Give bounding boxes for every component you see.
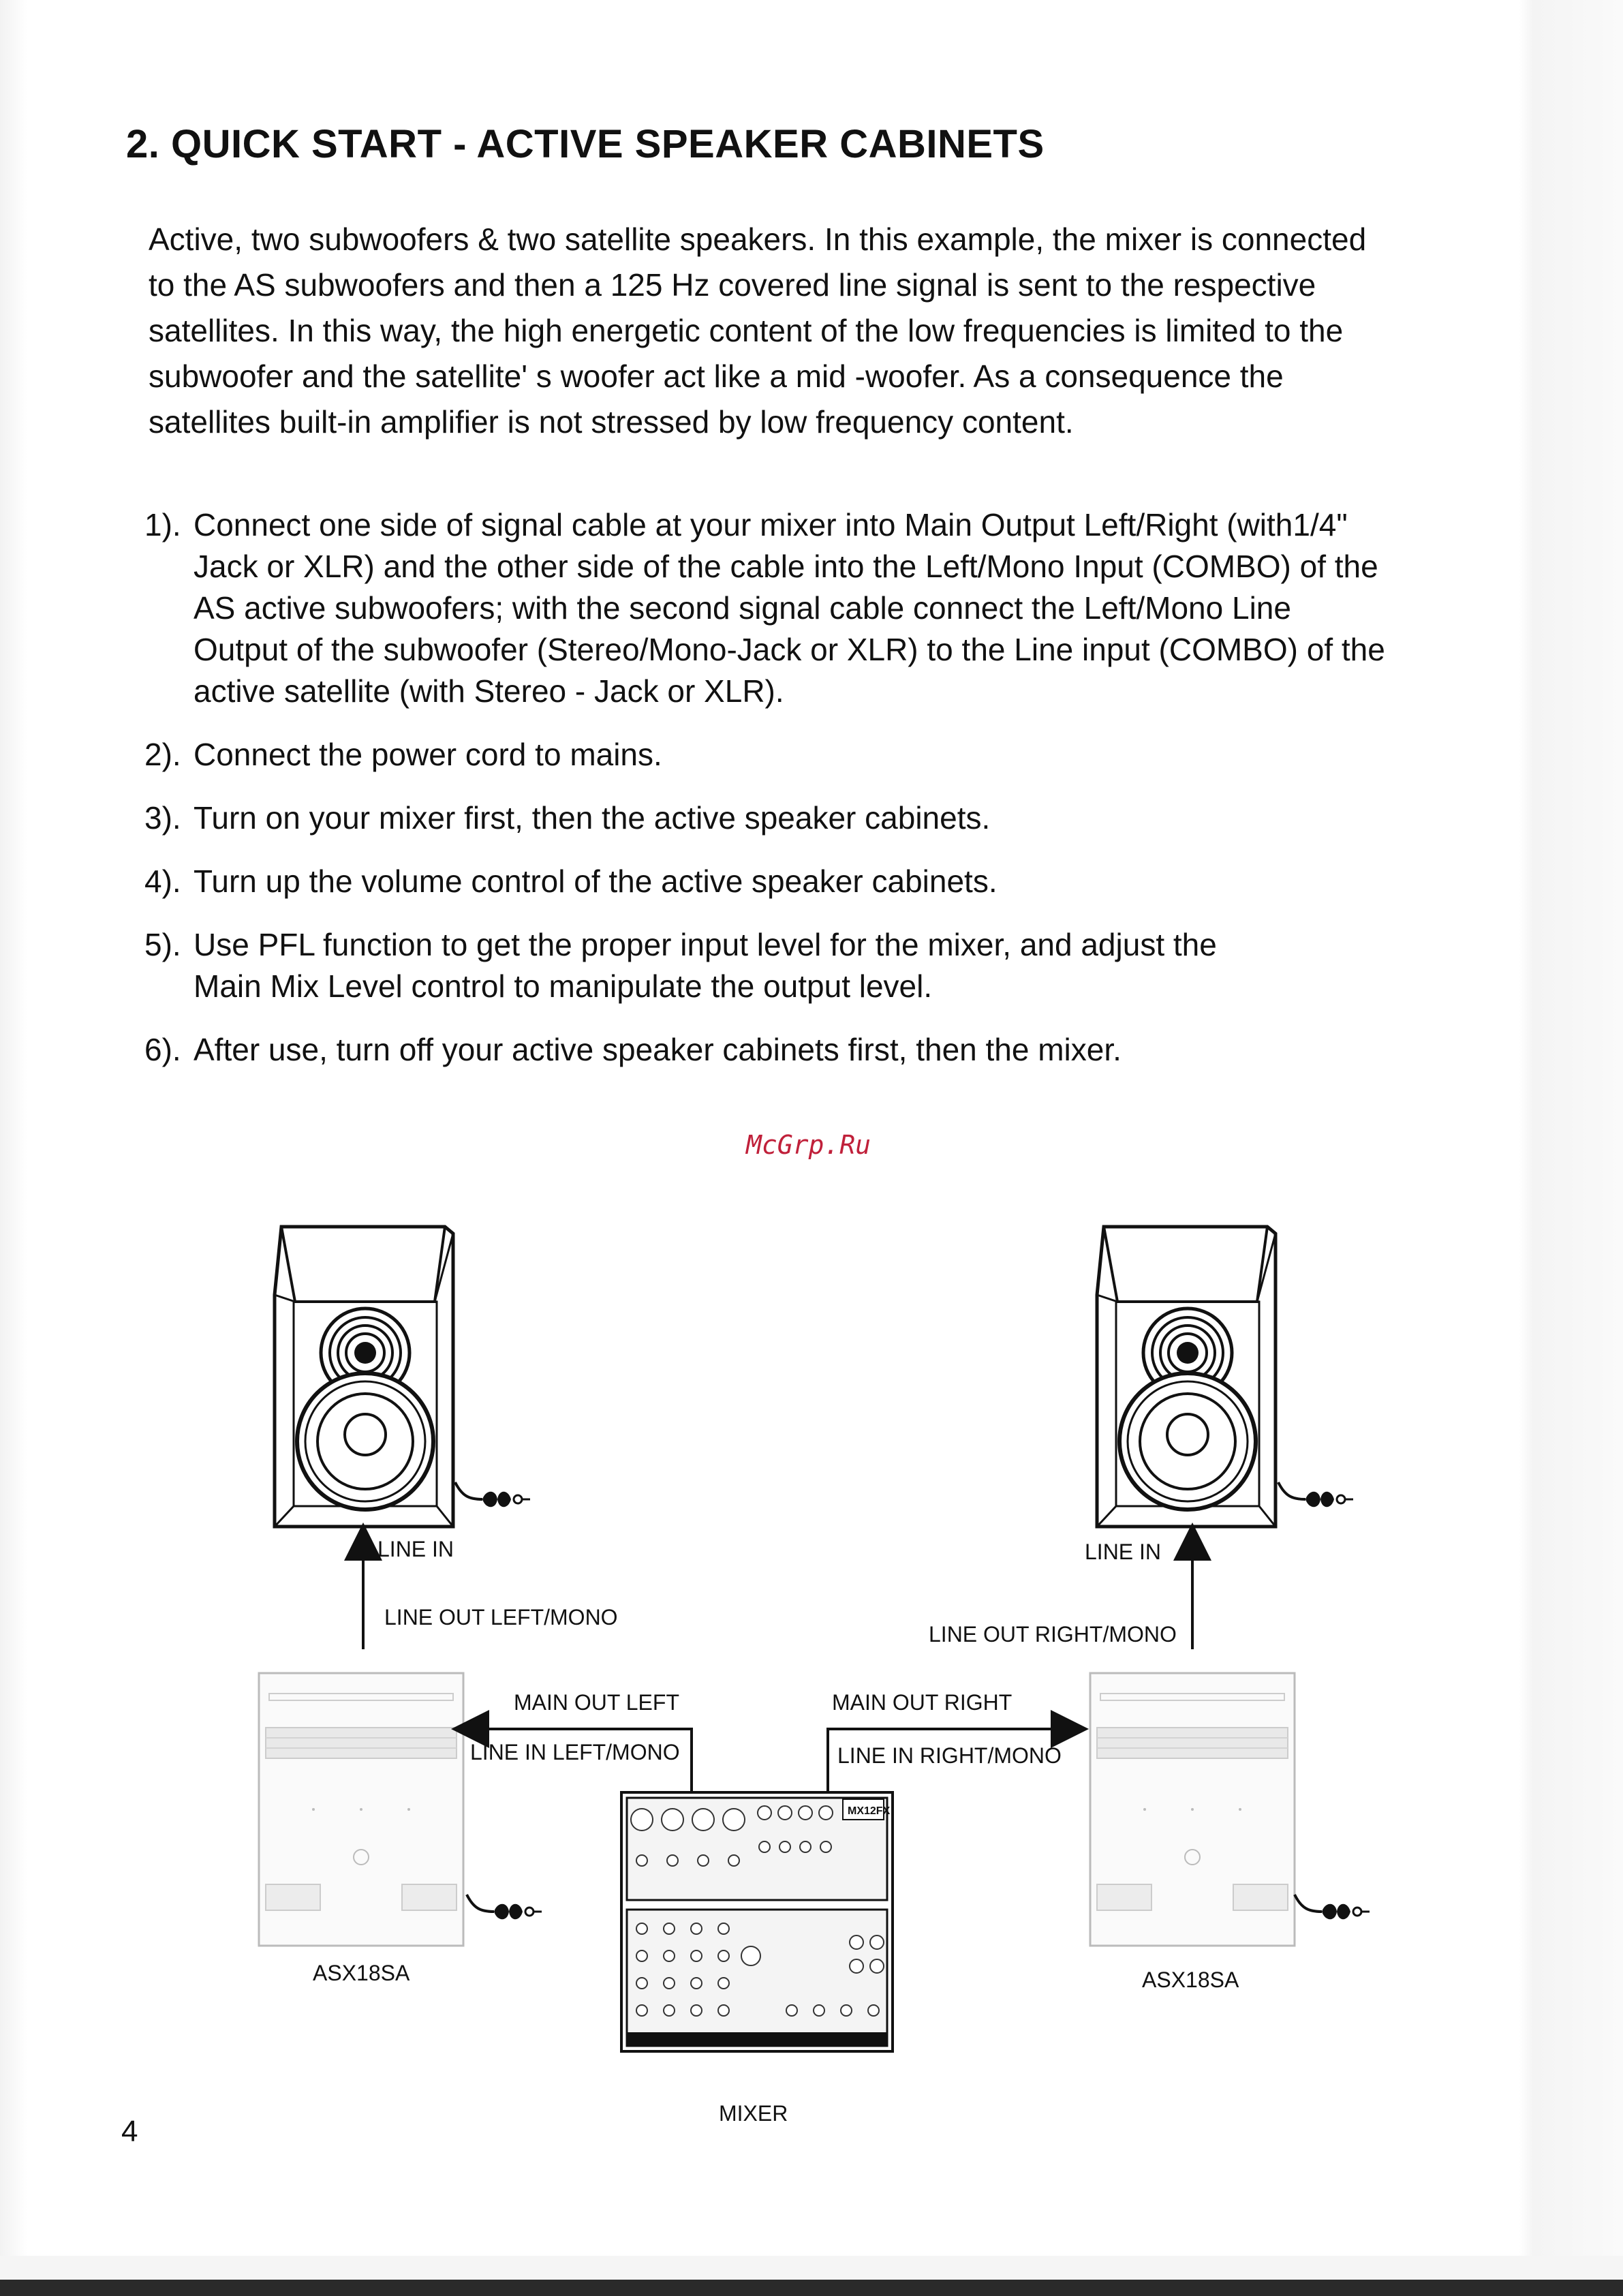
right-line-in-label: LINE IN xyxy=(1085,1540,1162,1564)
step-line: Connect the power cord to mains. xyxy=(194,737,662,772)
line-in-left-label: LINE IN LEFT/MONO xyxy=(470,1740,680,1764)
page-number: 4 xyxy=(121,2115,138,2148)
main-out-left-label: MAIN OUT LEFT xyxy=(514,1690,679,1715)
intro-line: satellites. In this way, the high energetic content of the low frequencies is limited to the xyxy=(149,313,1344,348)
page-title: 2. QUICK START - ACTIVE SPEAKER CABINETS xyxy=(126,122,1045,166)
mixer-model-label: MX12FX xyxy=(848,1805,891,1817)
left-line-in-label: LINE IN xyxy=(377,1537,454,1561)
mixer-label: MIXER xyxy=(719,2101,788,2126)
step-line: Main Mix Level control to manipulate the output level. xyxy=(194,968,933,1004)
step-line: AS active subwoofers; with the second signal cable connect the Left/Mono Line xyxy=(194,590,1291,626)
step-line: Output of the subwoofer (Stereo/Mono-Jack or XLR) to the Line input (COMBO) of the xyxy=(194,632,1385,667)
step-line: After use, turn off your active speaker cabinets first, then the mixer. xyxy=(194,1032,1122,1067)
power-plug-icon xyxy=(1278,1482,1353,1507)
line-in-right-label: LINE IN RIGHT/MONO xyxy=(837,1743,1062,1768)
step-line: Use PFL function to get the proper input level for the mixer, and adjust the xyxy=(194,927,1217,962)
right-subwoofer xyxy=(1090,1673,1295,1946)
step-line: Connect one side of signal cable at your mixer into Main Output Left/Right (with1/4" xyxy=(194,507,1348,542)
intro-line: to the AS subwoofers and then a 125 Hz covered line signal is sent to the respective xyxy=(149,267,1316,303)
step-line: Turn on your mixer first, then the active speaker cabinets. xyxy=(194,800,991,836)
power-plug-icon xyxy=(1295,1895,1370,1919)
step-number: 1). xyxy=(144,507,181,542)
power-plug-icon xyxy=(455,1482,530,1507)
step-line: active satellite (with Stereo - Jack or XLR). xyxy=(194,673,784,709)
right-subwoofer-model: ASX18SA xyxy=(1142,1968,1239,1992)
intro-line: satellites built-in amplifier is not stressed by low frequency content. xyxy=(149,404,1074,440)
watermark: McGrp.Ru xyxy=(746,1130,871,1160)
right-line-out-label: LINE OUT RIGHT/MONO xyxy=(929,1622,1177,1647)
step-number: 6). xyxy=(144,1032,181,1067)
intro-line: Active, two subwoofers & two satellite speakers. In this example, the mixer is connected xyxy=(149,221,1367,257)
main-out-right-label: MAIN OUT RIGHT xyxy=(832,1690,1013,1715)
left-satellite-speaker xyxy=(275,1227,453,1527)
mixer xyxy=(621,1792,893,2051)
right-satellite-speaker xyxy=(1097,1227,1276,1527)
left-subwoofer xyxy=(259,1673,463,1946)
step-line: Jack or XLR) and the other side of the cable into the Left/Mono Input (COMBO) of the xyxy=(194,549,1378,584)
step-number: 5). xyxy=(144,927,181,962)
step-number: 4). xyxy=(144,863,181,899)
power-plug-icon xyxy=(467,1895,542,1919)
intro-line: subwoofer and the satellite' s woofer act like a mid -woofer. As a consequence the xyxy=(149,358,1284,394)
left-subwoofer-model: ASX18SA xyxy=(313,1961,410,1985)
step-line: Turn up the volume control of the active speaker cabinets. xyxy=(194,863,998,899)
step-number: 3). xyxy=(144,800,181,836)
left-line-out-label: LINE OUT LEFT/MONO xyxy=(384,1605,618,1629)
step-number: 2). xyxy=(144,737,181,772)
